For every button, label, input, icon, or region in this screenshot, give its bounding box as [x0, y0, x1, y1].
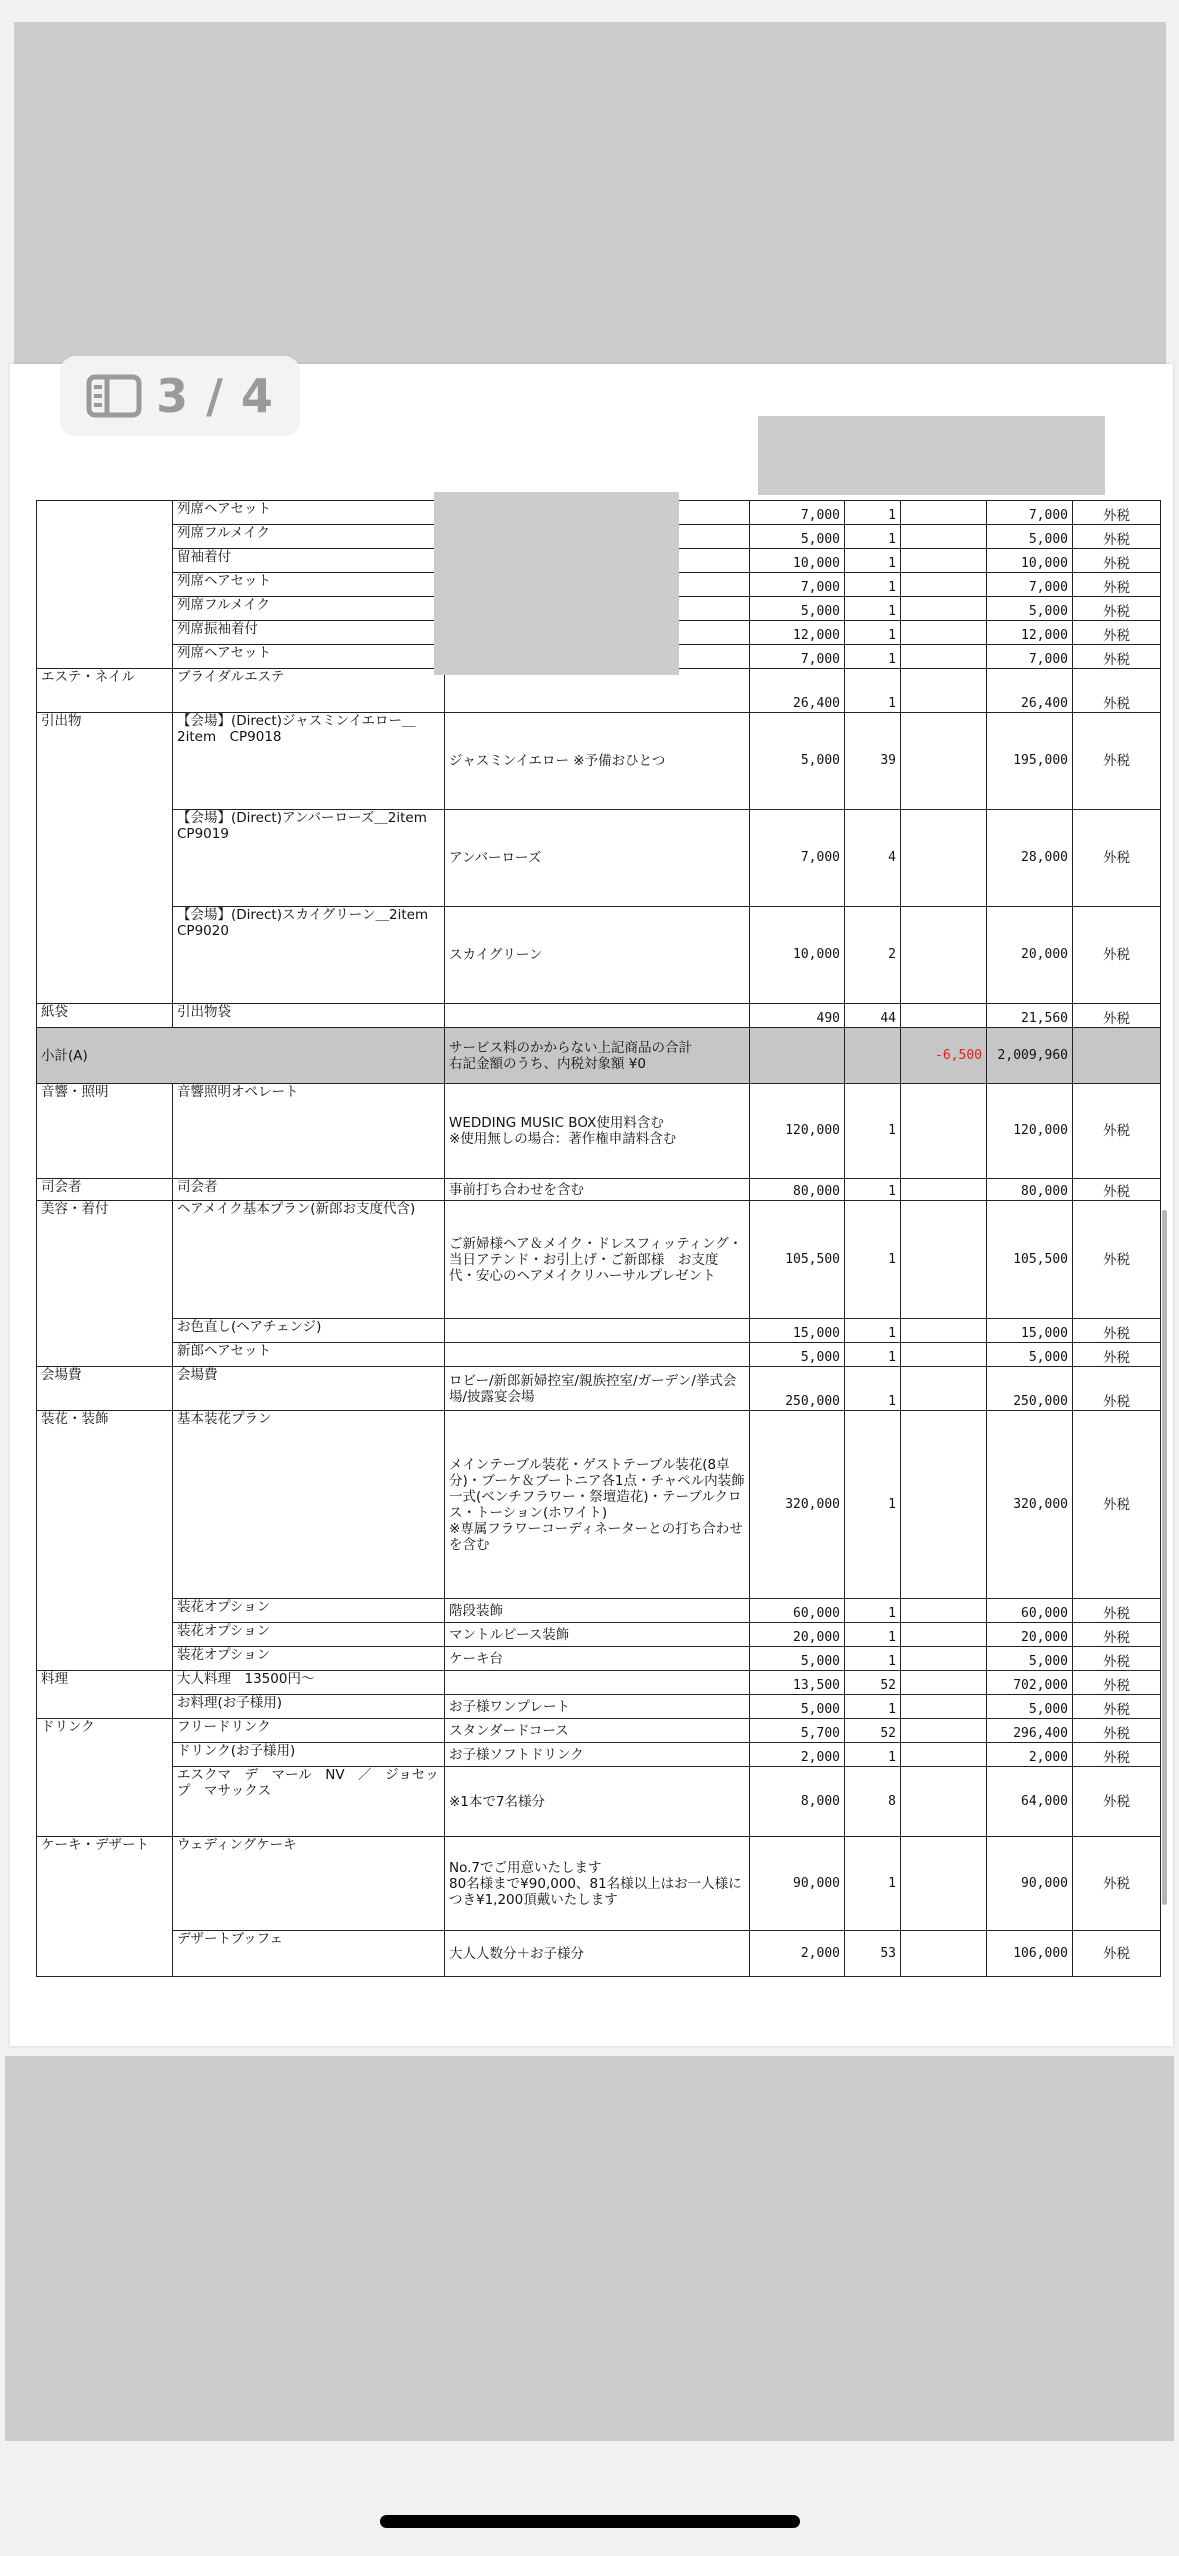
discount-cell: [901, 501, 987, 525]
category-cell: 会場費: [37, 1367, 173, 1411]
category-cell: [37, 501, 173, 669]
item-cell: デザートブッフェ: [173, 1931, 445, 1977]
amount-cell: 80,000: [987, 1179, 1073, 1201]
note-cell: ※1本で7名様分: [445, 1767, 750, 1837]
item-cell: 音響照明オペレート: [173, 1084, 445, 1179]
quantity-cell: 1: [845, 597, 901, 621]
note-cell: マントルピース装飾: [445, 1623, 750, 1647]
table-row: [37, 1695, 1161, 1719]
note-cell: ケーキ台: [445, 1647, 750, 1671]
tax-cell: 外税: [1073, 573, 1161, 597]
table-row: [37, 1837, 1161, 1931]
quantity-cell: 1: [845, 1599, 901, 1623]
discount-cell: [901, 1004, 987, 1028]
table-row: [37, 1599, 1161, 1623]
amount-cell: 20,000: [987, 907, 1073, 1004]
page-indicator[interactable]: [60, 356, 300, 436]
discount-cell: [901, 597, 987, 621]
discount-cell: [901, 525, 987, 549]
note-cell: スカイグリーン: [445, 907, 750, 1004]
discount-cell: [901, 1695, 987, 1719]
discount-cell: [901, 1743, 987, 1767]
quantity-cell: 2: [845, 907, 901, 1004]
amount-cell: 195,000: [987, 713, 1073, 810]
table-row: [37, 1743, 1161, 1767]
empty-cell: [845, 1028, 901, 1084]
item-cell: 会場費: [173, 1367, 445, 1411]
quantity-cell: 1: [845, 1837, 901, 1931]
quantity-cell: 1: [845, 1179, 901, 1201]
quantity-cell: 1: [845, 1084, 901, 1179]
tax-cell: 外税: [1073, 810, 1161, 907]
quantity-cell: 1: [845, 1319, 901, 1343]
table-row: [37, 1367, 1161, 1411]
unit-price-cell: 10,000: [750, 549, 845, 573]
quantity-cell: 1: [845, 1343, 901, 1367]
discount-cell: [901, 1671, 987, 1695]
item-cell: 新郎ヘアセット: [173, 1343, 445, 1367]
unit-price-cell: 250,000: [750, 1367, 845, 1411]
unit-price-cell: 320,000: [750, 1411, 845, 1599]
item-cell: 大人料理 13500円〜: [173, 1671, 445, 1695]
quantity-cell: 1: [845, 1647, 901, 1671]
note-cell: [445, 1671, 750, 1695]
discount-cell: [901, 907, 987, 1004]
tax-cell: 外税: [1073, 1671, 1161, 1695]
unit-price-cell: 5,000: [750, 1343, 845, 1367]
note-cell: メインテーブル装花・ゲストテーブル装花(8卓分)・ブーケ＆ブートニア各1点・チャペル内装飾一式(ベンチフラワー・祭壇造花)・テーブルクロス・トーション(ホワイト) ※専属フラワーコーディネーターとの打ち合わせを含む: [445, 1411, 750, 1599]
item-cell: 列席フルメイク: [173, 525, 445, 549]
tax-cell: 外税: [1073, 1647, 1161, 1671]
quantity-cell: 1: [845, 669, 901, 713]
amount-cell: 5,000: [987, 1343, 1073, 1367]
amount-cell: 702,000: [987, 1671, 1073, 1695]
tax-cell: 外税: [1073, 713, 1161, 810]
item-cell: エスクマ デ マール NV ／ ジョセップ マサックス: [173, 1767, 445, 1837]
discount-cell: [901, 1599, 987, 1623]
category-cell: 紙袋: [37, 1004, 173, 1028]
quantity-cell: 1: [845, 1743, 901, 1767]
amount-cell: 105,500: [987, 1201, 1073, 1319]
amount-cell: 5,000: [987, 1695, 1073, 1719]
table-row: [37, 669, 1161, 713]
category-cell: 引出物: [37, 713, 173, 1004]
item-cell: ヘアメイク基本プラン(新郎お支度代含): [173, 1201, 445, 1319]
tax-cell: 外税: [1073, 525, 1161, 549]
quantity-cell: 1: [845, 1695, 901, 1719]
estimate-table: [36, 500, 1161, 1977]
item-cell: 列席ヘアセット: [173, 645, 445, 669]
item-cell: 装花オプション: [173, 1647, 445, 1671]
amount-cell: 2,000: [987, 1743, 1073, 1767]
item-cell: 列席振袖着付: [173, 621, 445, 645]
home-indicator[interactable]: [380, 2515, 800, 2528]
tax-cell: 外税: [1073, 1343, 1161, 1367]
item-cell: 留袖着付: [173, 549, 445, 573]
note-cell: 事前打ち合わせを含む: [445, 1179, 750, 1201]
quantity-cell: 39: [845, 713, 901, 810]
item-cell: 基本装花プラン: [173, 1411, 445, 1599]
discount-cell: [901, 1201, 987, 1319]
unit-price-cell: 120,000: [750, 1084, 845, 1179]
note-cell: スタンダードコース: [445, 1719, 750, 1743]
unit-price-cell: 13,500: [750, 1671, 845, 1695]
note-cell: アンバーローズ: [445, 810, 750, 907]
amount-cell: 21,560: [987, 1004, 1073, 1028]
item-cell: 列席ヘアセット: [173, 573, 445, 597]
table-row: [37, 1343, 1161, 1367]
page-count: 3 / 4: [156, 369, 274, 423]
unit-price-cell: 5,000: [750, 597, 845, 621]
table-row: [37, 1719, 1161, 1743]
category-cell: 美容・着付: [37, 1201, 173, 1367]
quantity-cell: 1: [845, 1201, 901, 1319]
table-row: [37, 713, 1161, 810]
amount-cell: 320,000: [987, 1411, 1073, 1599]
item-cell: フリードリンク: [173, 1719, 445, 1743]
subtotal-note: サービス料のかからない上記商品の合計 右記金額のうち、内税対象額 ¥0: [445, 1028, 750, 1084]
note-cell: お子様ワンプレート: [445, 1695, 750, 1719]
tax-cell: 外税: [1073, 1695, 1161, 1719]
quantity-cell: 1: [845, 1623, 901, 1647]
category-cell: 装花・装飾: [37, 1411, 173, 1671]
quantity-cell: 1: [845, 645, 901, 669]
note-cell: No.7でご用意いたします 80名様まで¥90,000、81名様以上はお一人様につき¥1,200頂戴いたします: [445, 1837, 750, 1931]
tax-cell: 外税: [1073, 1319, 1161, 1343]
discount-cell: [901, 1367, 987, 1411]
tax-cell: 外税: [1073, 1743, 1161, 1767]
table-row: [37, 1179, 1161, 1201]
amount-cell: 28,000: [987, 810, 1073, 907]
note-cell: [445, 669, 750, 713]
amount-cell: 106,000: [987, 1931, 1073, 1977]
amount-cell: 10,000: [987, 549, 1073, 573]
amount-cell: 7,000: [987, 573, 1073, 597]
amount-cell: 12,000: [987, 621, 1073, 645]
unit-price-cell: 2,000: [750, 1743, 845, 1767]
discount-cell: [901, 549, 987, 573]
quantity-cell: 8: [845, 1767, 901, 1837]
unit-price-cell: 5,000: [750, 525, 845, 549]
unit-price-cell: 60,000: [750, 1599, 845, 1623]
note-cell: [445, 1343, 750, 1367]
unit-price-cell: 7,000: [750, 573, 845, 597]
category-cell: 音響・照明: [37, 1084, 173, 1179]
discount-cell: [901, 1647, 987, 1671]
discount-cell: [901, 573, 987, 597]
amount-cell: 5,000: [987, 525, 1073, 549]
tax-cell: 外税: [1073, 1931, 1161, 1977]
unit-price-cell: 8,000: [750, 1767, 845, 1837]
note-cell: ジャスミンイエロー ※予備おひとつ: [445, 713, 750, 810]
tax-cell: 外税: [1073, 1084, 1161, 1179]
quantity-cell: 1: [845, 621, 901, 645]
scrollbar-thumb[interactable]: [1162, 1210, 1167, 1905]
table-row: [37, 1931, 1161, 1977]
item-cell: 【会場】(Direct)スカイグリーン＿2item CP9020: [173, 907, 445, 1004]
tax-cell: 外税: [1073, 1767, 1161, 1837]
tax-cell: 外税: [1073, 1623, 1161, 1647]
unit-price-cell: 12,000: [750, 621, 845, 645]
tax-cell: 外税: [1073, 549, 1161, 573]
quantity-cell: 52: [845, 1671, 901, 1695]
tax-cell: 外税: [1073, 645, 1161, 669]
table-row: [37, 1623, 1161, 1647]
item-cell: ドリンク(お子様用): [173, 1743, 445, 1767]
empty-cell: [750, 1028, 845, 1084]
quantity-cell: 1: [845, 501, 901, 525]
quantity-cell: 1: [845, 525, 901, 549]
amount-cell: 26,400: [987, 669, 1073, 713]
amount-cell: 5,000: [987, 1647, 1073, 1671]
category-cell: ドリンク: [37, 1719, 173, 1837]
redacted-area-header: [758, 416, 1105, 495]
unit-price-cell: 490: [750, 1004, 845, 1028]
tax-cell: 外税: [1073, 669, 1161, 713]
empty-cell: [1073, 1028, 1161, 1084]
category-cell: ケーキ・デザート: [37, 1837, 173, 1977]
note-cell: お子様ソフトドリンク: [445, 1743, 750, 1767]
amount-cell: 120,000: [987, 1084, 1073, 1179]
note-cell: [445, 1004, 750, 1028]
table-row: [37, 1411, 1161, 1599]
note-cell: ロビー/新郎新婦控室/親族控室/ガーデン/挙式会場/披露宴会場: [445, 1367, 750, 1411]
discount-cell: [901, 621, 987, 645]
table-row: [37, 1647, 1161, 1671]
table-row: [37, 1319, 1161, 1343]
amount-cell: 60,000: [987, 1599, 1073, 1623]
note-cell: [445, 1319, 750, 1343]
sidebar-panel-icon: [86, 374, 142, 418]
tax-cell: 外税: [1073, 501, 1161, 525]
discount-cell: [901, 713, 987, 810]
note-cell: 大人人数分＋お子様分: [445, 1931, 750, 1977]
unit-price-cell: 5,700: [750, 1719, 845, 1743]
discount-cell: [901, 1931, 987, 1977]
discount-cell: [901, 1319, 987, 1343]
tax-cell: 外税: [1073, 1367, 1161, 1411]
item-cell: お色直し(ヘアチェンジ): [173, 1319, 445, 1343]
tax-cell: 外税: [1073, 907, 1161, 1004]
discount-cell: [901, 1837, 987, 1931]
tax-cell: 外税: [1073, 1837, 1161, 1931]
item-cell: 【会場】(Direct)アンバーローズ＿2item CP9019: [173, 810, 445, 907]
quantity-cell: 1: [845, 573, 901, 597]
item-cell: 装花オプション: [173, 1623, 445, 1647]
quantity-cell: 4: [845, 810, 901, 907]
item-cell: 司会者: [173, 1179, 445, 1201]
unit-price-cell: 10,000: [750, 907, 845, 1004]
discount-cell: [901, 1719, 987, 1743]
tax-cell: 外税: [1073, 1719, 1161, 1743]
amount-cell: 15,000: [987, 1319, 1073, 1343]
amount-cell: 250,000: [987, 1367, 1073, 1411]
quantity-cell: 1: [845, 1367, 901, 1411]
subtotal-amount: 2,009,960: [987, 1028, 1073, 1084]
tax-cell: 外税: [1073, 1179, 1161, 1201]
item-cell: 列席ヘアセット: [173, 501, 445, 525]
tax-cell: 外税: [1073, 1599, 1161, 1623]
amount-cell: 296,400: [987, 1719, 1073, 1743]
unit-price-cell: 5,000: [750, 1695, 845, 1719]
table-row: [37, 1084, 1161, 1179]
amount-cell: 5,000: [987, 597, 1073, 621]
amount-cell: 7,000: [987, 501, 1073, 525]
item-cell: 装花オプション: [173, 1599, 445, 1623]
unit-price-cell: 7,000: [750, 810, 845, 907]
item-cell: 列席フルメイク: [173, 597, 445, 621]
item-cell: お料理(お子様用): [173, 1695, 445, 1719]
discount-cell: [901, 1623, 987, 1647]
note-cell: 階段装飾: [445, 1599, 750, 1623]
discount-cell: [901, 1767, 987, 1837]
tax-cell: 外税: [1073, 1201, 1161, 1319]
quantity-cell: 53: [845, 1931, 901, 1977]
quantity-cell: 52: [845, 1719, 901, 1743]
unit-price-cell: 5,000: [750, 713, 845, 810]
tax-cell: 外税: [1073, 1004, 1161, 1028]
tax-cell: 外税: [1073, 597, 1161, 621]
category-cell: 司会者: [37, 1179, 173, 1201]
unit-price-cell: 105,500: [750, 1201, 845, 1319]
table-row: [37, 1671, 1161, 1695]
tax-cell: 外税: [1073, 621, 1161, 645]
quantity-cell: 1: [845, 549, 901, 573]
discount-cell: [901, 1179, 987, 1201]
unit-price-cell: 26,400: [750, 669, 845, 713]
tax-cell: 外税: [1073, 1411, 1161, 1599]
note-cell: ご新婦様ヘア＆メイク・ドレスフィッティング・当日アテンド・お引上げ・ご新郎様 お支度代・安心のヘアメイクリハーサルプレゼント: [445, 1201, 750, 1319]
item-cell: 【会場】(Direct)ジャスミンイエロー＿2item CP9018: [173, 713, 445, 810]
table-row: [37, 1767, 1161, 1837]
unit-price-cell: 20,000: [750, 1623, 845, 1647]
category-cell: エステ・ネイル: [37, 669, 173, 713]
redacted-area-notes: [434, 492, 679, 675]
redacted-area-bottom: [5, 2056, 1174, 2441]
discount-cell: [901, 645, 987, 669]
discount-cell: [901, 1343, 987, 1367]
subtotal-row: [37, 1028, 1161, 1084]
table-row: [37, 1201, 1161, 1319]
unit-price-cell: 7,000: [750, 501, 845, 525]
subtotal-label: 小計(A): [37, 1028, 445, 1084]
item-cell: ブライダルエステ: [173, 669, 445, 713]
amount-cell: 7,000: [987, 645, 1073, 669]
unit-price-cell: 15,000: [750, 1319, 845, 1343]
unit-price-cell: 2,000: [750, 1931, 845, 1977]
table-row: [37, 907, 1161, 1004]
table-row: [37, 1004, 1161, 1028]
note-cell: WEDDING MUSIC BOX使用料含む ※使用無しの場合：著作権申請料含む: [445, 1084, 750, 1179]
category-cell: 料理: [37, 1671, 173, 1719]
unit-price-cell: 5,000: [750, 1647, 845, 1671]
amount-cell: 64,000: [987, 1767, 1073, 1837]
discount-cell: [901, 1084, 987, 1179]
unit-price-cell: 90,000: [750, 1837, 845, 1931]
unit-price-cell: 80,000: [750, 1179, 845, 1201]
amount-cell: 90,000: [987, 1837, 1073, 1931]
subtotal-discount: -6,500: [901, 1028, 987, 1084]
quantity-cell: 44: [845, 1004, 901, 1028]
discount-cell: [901, 669, 987, 713]
item-cell: 引出物袋: [173, 1004, 445, 1028]
item-cell: ウェディングケーキ: [173, 1837, 445, 1931]
unit-price-cell: 7,000: [750, 645, 845, 669]
table-row: [37, 810, 1161, 907]
amount-cell: 20,000: [987, 1623, 1073, 1647]
redacted-area-top: [14, 22, 1166, 364]
discount-cell: [901, 1411, 987, 1599]
discount-cell: [901, 810, 987, 907]
quantity-cell: 1: [845, 1411, 901, 1599]
